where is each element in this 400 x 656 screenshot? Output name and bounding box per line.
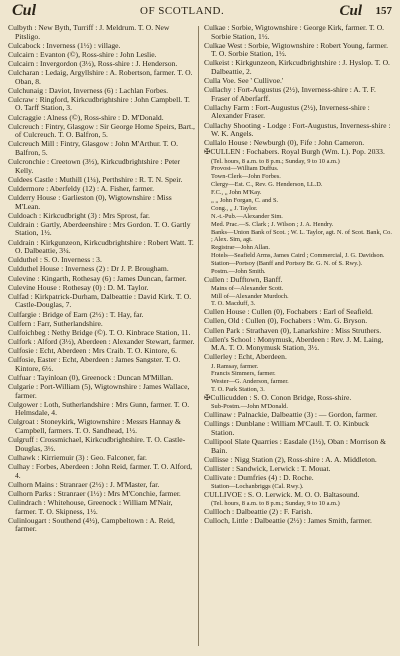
directory-subentry: T. O. Park Station, 3. (211, 386, 265, 394)
directory-subentry: Station—Portsoy (Banff and Portsoy Br. G. N. of S. Rwy.). (211, 259, 363, 267)
directory-entry: Culcraw : Ringford, Kirkcudbrightshire : John Campbell. T. O. Tarff Station, 3. (8, 94, 190, 113)
directory-entry: Culfargie : Bridge of Earn (2½) : T. Hay, far. (8, 309, 144, 319)
directory-entry: Culhorn Mains : Stranraer (2½) : J. M'Master, far. (8, 479, 160, 489)
directory-entry: Culduthel : S. O. Inverness : 3. (8, 255, 102, 265)
directory-entry: Cullerley : Echt, Aberdeen. (204, 352, 287, 362)
directory-subentry: (Tel. hours, 8 a.m. to 8 p.m.; Sunday, 9 to 10 a.m.) (211, 500, 340, 508)
directory-entry: Cullisse : Nigg Station (2), Ross-shire : A. A. Middleton. (204, 454, 377, 464)
directory-subentry: J. Ramsay, farmer. (211, 362, 259, 370)
directory-entry: Culloch, Little : Dalbeattie (2½) : James Smith, farmer. (204, 516, 372, 526)
directory-entry: Cullloch : Dalbeattie (2) : F. Farish. (204, 507, 313, 517)
directory-entry: Culchunaig : Daviot, Inverness (6) : Lachlan Forbes. (8, 85, 169, 95)
directory-entry: Culcreuch : Fintry, Glasgow : Sir George Home Speirs, Bart., of Culcreuch. T. O. Balfron, 5. (8, 121, 195, 140)
directory-entry: Culcreuch Mill : Fintry, Glasgow : John M'Arthur. T. O. Balfron, 5. (8, 139, 178, 157)
directory-subentry: Station—Lochanbriggs (Cal. Rwy.). (211, 483, 304, 491)
directory-subentry: Cong., „ J. Taylor. (211, 204, 258, 212)
directory-subentry: Hotels—Seafield Arms, James Caird ; Commercial, J. G. Davidson. (211, 251, 385, 259)
directory-entry: Cullalo House : Newburgh (0), Fife : John Cameron. (204, 138, 365, 148)
directory-entry: Culhorn Parks : Stranraer (1½) : Mrs M'Conchie, farmer. (8, 488, 181, 498)
directory-entry: Culfosie, Easter : Echt, Aberdeen : James Sangster. T. O. Kintore, 6½. (8, 355, 181, 373)
directory-entry: ✠Cullicudden : S. O. Conon Bridge, Ross-shire. (204, 393, 352, 403)
directory-subentry: Banks—Union Bank of Scot. ; W. L. Taylor, agt. N. of Scot. Bank, Co. ; Alex. Sim, agt. (211, 228, 392, 244)
directory-entry: Cullachy Farm : Fort-Augustus (2½), Inverness-shire : Alexander Fraser. (204, 102, 370, 121)
directory-subentry: Francis Simmers, farmer. (211, 370, 276, 378)
directory-entry: Cullister : Sandwick, Lerwick : T. Mouat. (204, 463, 331, 473)
directory-entry: Culdrain : Gartly, Aberdeenshire : Mrs Gordon. T. O. Gartly Station, 1½. (8, 219, 191, 238)
directory-entry: Culcraggie : Alness (©), Ross-shire : D. M'Donald. (8, 112, 164, 122)
directory-entry: Culkeist : Kirkgunzeon, Kirkcudbrightshire : J. Hyslop. T. O. Dalbeattie, 2. (204, 58, 390, 76)
directory-subentry: „ „ John Forgan, C. and S. (211, 197, 279, 204)
directory-entry: Culfad : Kirkpatrick-Durham, Dalbeattie : David Kirk. T. O. Castle-Douglas, 7. (8, 291, 192, 310)
directory-entry: Culdermore : Aberfeldy (12) : A. Fisher, farmer. (8, 183, 155, 193)
directory-subentry: Mill of—Alexander Murdoch. (211, 292, 289, 300)
directory-entry: Culcairn : Evanton (©), Ross-shire : John Leslie. (8, 49, 157, 59)
directory-entry: Culfoichbeg : Nethy Bridge (©). T. O. Kinbrace Station, 11. (8, 327, 191, 337)
directory-subentry: Provost—William Duffus. (211, 165, 279, 173)
page-number: 157 (375, 5, 392, 17)
directory-subentry: Med. Prac.—S. Clark ; J. Wilson ; J. A. Hendry. (211, 220, 334, 228)
directory-entry: Culfork : Alford (3½), Aberdeen : Alexander Stewart, farmer. (8, 336, 195, 346)
column-divider (198, 26, 199, 646)
directory-entry: Cullen's School : Monymusk, Aberdeen : Rev. J. M. Laing, M.A. T. O. Monymusk Station, 3½. (204, 334, 384, 353)
directory-subentry: F.C., „ John M'Kay. (211, 189, 262, 197)
directory-entry: Culcabock : Inverness (1½) : village. (8, 40, 121, 50)
directory-entry: Culgower : Loth, Sutherlandshire : Mrs Gunn, farmer. T. O. Helmsdale, 4. (8, 399, 190, 418)
directory-entry: Culhay : Forbes, Aberdeen : John Reid, farmer. T. O. Alford, 4. (8, 461, 193, 480)
directory-entry: Cullen House : Cullen (0), Fochabers : Earl of Seafield. (204, 307, 373, 317)
directory-entry: Cullivate : Dumfries (4) : D. Roche. (204, 472, 314, 482)
directory-subentry: Mains of—Alexander Scott. (211, 284, 284, 292)
directory-entry: Culevine : Kingarth, Rothesay (6) : James Duncan, farmer. (8, 273, 187, 283)
directory-entry: Cullen Park : Strathaven (0), Lanarkshire : Miss Struthers. (204, 325, 382, 335)
directory-entry: Cullings : Dunblane : William M'Caull. T. O. Kinbuck Station. (204, 419, 369, 437)
directory-subentry: T. O. Macduff, 3. (211, 300, 256, 308)
directory-entry: Cullipool Slate Quarries : Easdale (1½), Oban : Morrison & Bain. (204, 437, 387, 455)
directory-entry: Culcairn : Invergordon (3½), Ross-shire : J. Henderson. (8, 58, 178, 68)
directory-subentry: Postm.—John Smith. (211, 267, 266, 275)
directory-entry: Cullachy : Fort-Augustus (2½), Inverness-shire : A. T. F. Fraser of Aberfarff. (204, 85, 376, 103)
directory-entry: Culkae West : Sorbie, Wigtownshire : Robert Young, farmer. T. O. Sorbie Station, 1½. (204, 40, 388, 59)
directory-subentry: N.-t.-Pub.—Alexander Sim. (211, 212, 283, 220)
directory-entry: Culfern : Farr, Sutherlandshire. (8, 318, 103, 328)
directory-entry: ✠CULLEN : Fochabers. Royal Burgh (Wm. I.). Pop. 2033. (204, 147, 385, 157)
directory-entry: Culduthel House : Inverness (2) : Dr J. P. Brougham. (8, 264, 169, 274)
directory-entry: Culgruff : Crossmichael, Kirkcudbrightshire. T. O. Castle-Douglas, 3½. (8, 435, 186, 453)
directory-entry: Culindrach : Whitehouse, Greenock : William M'Nair, farmer. T. O. Skipness, 1½. (8, 497, 173, 516)
directory-entry: Cullen : Dufftown, Banff. (204, 274, 283, 284)
directory-subentry: Registrar—John Allan. (211, 243, 270, 251)
directory-entry: Culgroat : Stoneykirk, Wigtownshire : Messrs Hannay & Campbell, farmers. T. O. Sandhead, 1½. (8, 417, 181, 436)
directory-subentry: Clergy—Est. C., Rev. G. Henderson, LL.D. (211, 181, 323, 189)
directory-entry: Culevine House : Rothesay (0) : D. M. Taylor. (8, 282, 149, 292)
directory-entry: Culhawk : Kirriemuir (3) : Geo. Falconer, far. (8, 452, 147, 462)
directory-entry: Cullen, Old : Cullen (0), Fochabers : Wm. G. Bryson. (204, 316, 368, 326)
directory-subentry: Town-Clerk—John Forbes. (211, 173, 281, 181)
page-header (0, 0, 400, 22)
directory-subentry: Sub-Postm.—John M'Donald. (211, 403, 288, 411)
directory-entry: Culderry House : Garlieston (0), Wigtownshire : Miss M'Lean. (8, 193, 172, 211)
directory-entry: Culdrain : Kirkgunzeon, Kirkcudbrightshire : Robert Watt. T. O. Dalbeattie, 3¼. (8, 237, 194, 256)
directory-entry: Culdoach : Kirkcudbright (3) : Mrs Sprost, far. (8, 210, 150, 220)
directory-entry: Culinlougart : Southend (4½), Campbeltown : A. Reid, farmer. (8, 515, 175, 534)
directory-subentry: Wester—G. Anderson, farmer. (211, 378, 289, 386)
directory-entry: Culgarie : Port-William (5), Wigtownshire : James Wallace, farmer. (8, 382, 190, 400)
directory-subentry: (Tel. hours, 8 a.m. to 8 p.m.; Sunday, 9 to 10 a.m.) (211, 157, 340, 165)
directory-entry: Culkae : Sorbie, Wigtownshire : George Kirk, farmer. T. O. Sorbie Station, 1½. (204, 23, 385, 41)
directory-entry: Cullinaw : Palnackie, Dalbeattie (3) : — Gordon, farmer. (204, 410, 378, 420)
directory-entry: Culla Voe. See ' Cullivoe.' (204, 76, 284, 86)
right-column (204, 24, 392, 526)
header-left-guideword: Cul (12, 2, 37, 19)
directory-entry: Culcharan : Ledaig, Argyllshire : A. Robertson, farmer. T. O. Oban, 8. (8, 68, 193, 86)
directory-entry: Culfosie : Echt, Aberdeen : Mrs Craib. T. O. Kintore, 6. (8, 346, 177, 356)
directory-entry: Culcronchie : Creetown (3½), Kirkcudbrightshire : Peter Kelly. (8, 157, 181, 175)
header-right-guideword: Cul (339, 3, 362, 19)
directory-entry: Culdees Castle : Muthill (1¼), Perthshire : R. T. N. Speir. (8, 174, 183, 184)
left-column (8, 24, 196, 534)
directory-entry: Culbyth : New Byth, Turriff : J. Meldrum. T. O. New Pitsligo. (8, 23, 170, 41)
directory-entry: Cullachy Shooting - Lodge : Fort-Augustus, Inverness-shire : W. K. Angels. (204, 120, 391, 139)
directory-entry: Culfuar : Tayinloan (0), Greenock : Duncan M'Millan. (8, 372, 173, 382)
directory-entry: CULLIVOE : S. O. Lerwick. M. O. O. Baltasound. (204, 490, 360, 499)
header-title: OF SCOTLAND. (140, 5, 225, 17)
